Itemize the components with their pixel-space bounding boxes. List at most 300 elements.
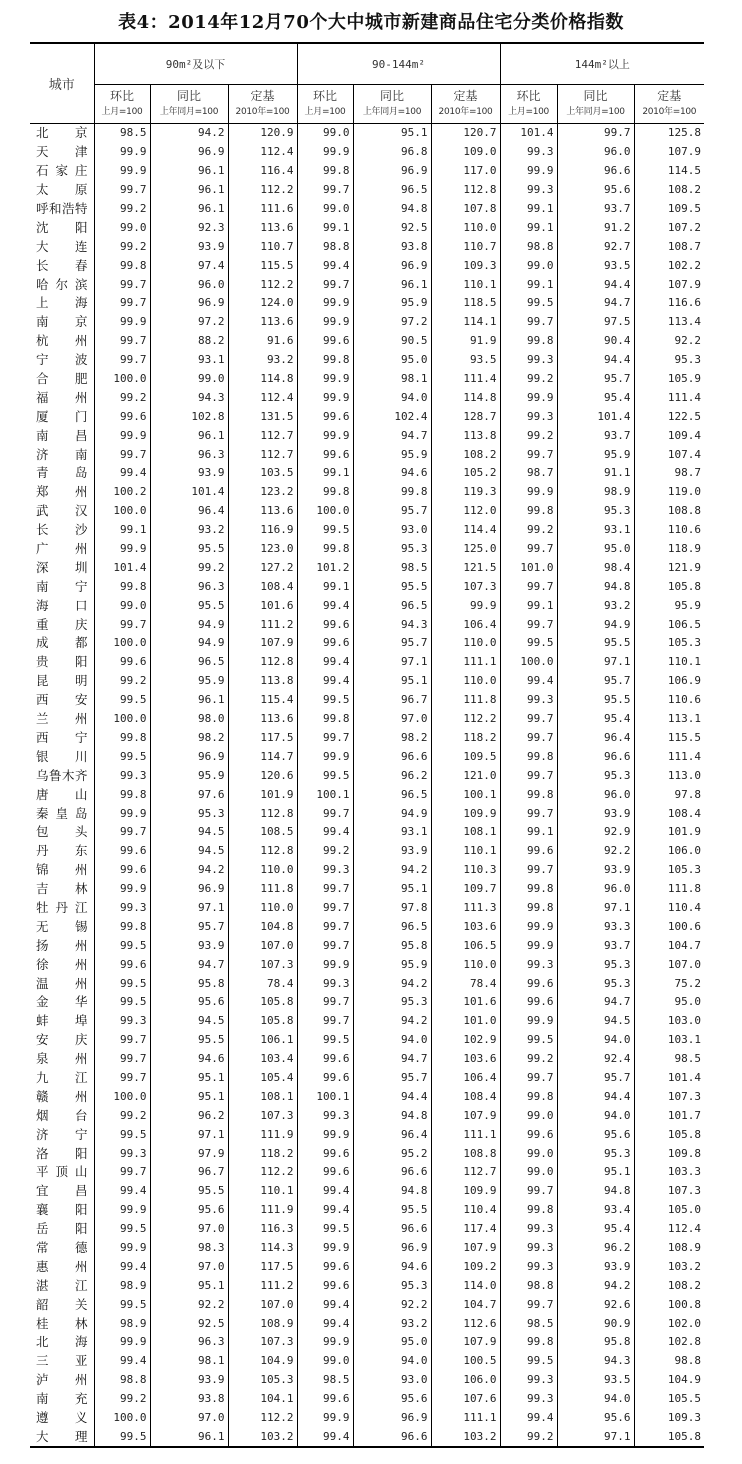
index-value: 99.8 — [94, 729, 150, 748]
index-value: 99.3 — [500, 143, 557, 162]
index-value: 108.7 — [634, 237, 704, 256]
index-value: 99.8 — [500, 880, 557, 899]
index-value: 100.6 — [634, 917, 704, 936]
city-name: 石家庄 — [36, 163, 88, 179]
index-value: 99.2 — [94, 200, 150, 219]
table-row — [30, 823, 704, 842]
index-value: 93.5 — [431, 351, 500, 370]
subheader-base: 上月=100 — [304, 107, 346, 117]
index-value: 90.4 — [557, 332, 634, 351]
index-value: 96.5 — [353, 785, 431, 804]
index-value: 107.3 — [228, 1333, 297, 1352]
index-value: 94.4 — [557, 351, 634, 370]
table-row — [30, 1257, 704, 1276]
table-row — [30, 1012, 704, 1031]
city-name: 无锡 — [36, 918, 88, 934]
index-value: 98.7 — [634, 464, 704, 483]
index-value: 99.7 — [94, 615, 150, 634]
index-value: 110.0 — [431, 955, 500, 974]
index-value: 123.2 — [228, 483, 297, 502]
index-value: 99.4 — [500, 672, 557, 691]
index-value: 99.7 — [297, 936, 353, 955]
city-name: 乌鲁木齐 — [36, 767, 88, 783]
index-value: 90.9 — [557, 1314, 634, 1333]
index-value: 93.1 — [353, 823, 431, 842]
subheader-fixed-base-group1 — [228, 85, 297, 124]
index-value: 94.9 — [150, 615, 228, 634]
index-value: 107.3 — [634, 1087, 704, 1106]
index-value: 93.0 — [353, 1371, 431, 1390]
index-value: 109.5 — [431, 747, 500, 766]
table-row — [30, 917, 704, 936]
table-row — [30, 1087, 704, 1106]
index-value: 107.3 — [431, 577, 500, 596]
table-row — [30, 426, 704, 445]
index-value: 98.5 — [634, 1050, 704, 1069]
city-name: 成都 — [36, 635, 88, 651]
city-name: 平顶山 — [36, 1164, 88, 1180]
table-row — [30, 634, 704, 653]
index-value: 128.7 — [431, 407, 500, 426]
index-value: 105.8 — [634, 1427, 704, 1447]
index-value: 95.7 — [557, 370, 634, 389]
table-row — [30, 766, 704, 785]
index-value: 99.2 — [500, 521, 557, 540]
index-value: 97.8 — [634, 785, 704, 804]
index-value: 96.9 — [150, 143, 228, 162]
index-value: 99.8 — [94, 256, 150, 275]
city-name: 大连 — [36, 238, 88, 254]
table-row — [30, 785, 704, 804]
table-row — [30, 464, 704, 483]
index-value: 98.5 — [297, 1371, 353, 1390]
index-value: 99.3 — [500, 691, 557, 710]
index-value: 95.1 — [150, 1087, 228, 1106]
index-value: 99.4 — [297, 653, 353, 672]
table-title: 表4：2014年12月70个大中城市新建商品住宅分类价格指数 — [118, 12, 624, 33]
table-row — [30, 558, 704, 577]
index-value: 99.9 — [94, 1333, 150, 1352]
index-value: 98.8 — [634, 1352, 704, 1371]
index-value: 102.8 — [634, 1333, 704, 1352]
index-value: 95.3 — [353, 540, 431, 559]
index-value: 107.6 — [431, 1390, 500, 1409]
index-value: 110.1 — [634, 653, 704, 672]
index-value: 111.4 — [431, 370, 500, 389]
index-value: 110.6 — [634, 691, 704, 710]
city-name: 海口 — [36, 597, 88, 613]
index-value: 99.9 — [431, 596, 500, 615]
index-value: 95.3 — [353, 1276, 431, 1295]
index-value: 99.7 — [500, 861, 557, 880]
index-value: 99.8 — [500, 1333, 557, 1352]
index-value: 99.6 — [500, 974, 557, 993]
index-value: 109.4 — [634, 426, 704, 445]
index-value: 107.3 — [228, 955, 297, 974]
index-value: 104.9 — [228, 1352, 297, 1371]
index-value: 110.0 — [228, 861, 297, 880]
index-value: 94.4 — [353, 1087, 431, 1106]
index-value: 99.3 — [500, 351, 557, 370]
index-value: 118.5 — [431, 294, 500, 313]
index-value: 101.4 — [500, 124, 557, 143]
city-name: 九江 — [36, 1069, 88, 1085]
index-value: 92.6 — [557, 1295, 634, 1314]
index-value: 94.0 — [353, 1352, 431, 1371]
index-value: 93.2 — [557, 596, 634, 615]
index-value: 118.9 — [634, 540, 704, 559]
index-value: 75.2 — [634, 974, 704, 993]
table-row — [30, 1144, 704, 1163]
index-value: 99.2 — [500, 1050, 557, 1069]
index-value: 109.9 — [431, 804, 500, 823]
index-value: 95.1 — [557, 1163, 634, 1182]
index-value: 99.3 — [297, 1106, 353, 1125]
index-value: 95.3 — [557, 502, 634, 521]
index-value: 95.5 — [557, 634, 634, 653]
index-value: 99.8 — [94, 785, 150, 804]
index-value: 105.8 — [228, 993, 297, 1012]
city-name: 青岛 — [36, 465, 88, 481]
index-value: 107.4 — [634, 445, 704, 464]
index-value: 99.6 — [297, 332, 353, 351]
index-value: 99.9 — [94, 162, 150, 181]
city-name: 合肥 — [36, 371, 88, 387]
index-value: 99.3 — [297, 974, 353, 993]
index-value: 100.0 — [500, 653, 557, 672]
index-value: 108.1 — [228, 1087, 297, 1106]
index-value: 111.8 — [634, 880, 704, 899]
index-value: 92.7 — [557, 237, 634, 256]
index-value: 99.0 — [500, 1144, 557, 1163]
index-value: 99.5 — [297, 691, 353, 710]
index-value: 95.3 — [557, 766, 634, 785]
index-value: 99.7 — [297, 804, 353, 823]
index-value: 99.6 — [297, 1050, 353, 1069]
table-row — [30, 218, 704, 237]
index-value: 109.3 — [431, 256, 500, 275]
index-value: 99.8 — [353, 483, 431, 502]
index-value: 95.6 — [557, 1409, 634, 1428]
index-value: 99.5 — [94, 1220, 150, 1239]
table-row — [30, 1276, 704, 1295]
index-value: 96.0 — [150, 275, 228, 294]
city-name: 吉林 — [36, 881, 88, 897]
index-value: 111.9 — [228, 1125, 297, 1144]
index-value: 96.0 — [557, 143, 634, 162]
index-value: 112.2 — [228, 181, 297, 200]
index-value: 108.2 — [431, 445, 500, 464]
index-value: 109.2 — [431, 1257, 500, 1276]
city-name: 济宁 — [36, 1126, 88, 1142]
city-name: 昆明 — [36, 673, 88, 689]
index-value: 105.3 — [634, 861, 704, 880]
index-value: 105.3 — [634, 634, 704, 653]
table-row — [30, 1390, 704, 1409]
index-value: 114.3 — [228, 1239, 297, 1258]
index-value: 99.7 — [94, 823, 150, 842]
table-row — [30, 596, 704, 615]
index-value: 96.4 — [353, 1125, 431, 1144]
index-value: 98.0 — [150, 710, 228, 729]
index-value: 107.0 — [634, 955, 704, 974]
index-value: 99.3 — [500, 1390, 557, 1409]
index-value: 99.8 — [94, 917, 150, 936]
city-name: 北海 — [36, 1334, 88, 1350]
index-value: 114.4 — [431, 521, 500, 540]
index-value: 96.1 — [150, 162, 228, 181]
index-value: 93.9 — [557, 804, 634, 823]
index-value: 99.5 — [297, 1031, 353, 1050]
index-value: 112.2 — [431, 710, 500, 729]
index-value: 96.7 — [150, 1163, 228, 1182]
index-value: 110.7 — [228, 237, 297, 256]
index-value: 98.2 — [353, 729, 431, 748]
table-row — [30, 672, 704, 691]
index-value: 99.3 — [94, 1144, 150, 1163]
city-name: 唐山 — [36, 786, 88, 802]
index-value: 94.2 — [150, 124, 228, 143]
index-value: 95.0 — [557, 540, 634, 559]
index-value: 94.2 — [353, 974, 431, 993]
index-value: 93.9 — [557, 861, 634, 880]
index-value: 99.4 — [297, 1201, 353, 1220]
index-value: 100.1 — [297, 1087, 353, 1106]
index-value: 99.4 — [297, 823, 353, 842]
index-value: 95.9 — [353, 445, 431, 464]
index-value: 103.2 — [634, 1257, 704, 1276]
index-value: 95.7 — [353, 502, 431, 521]
index-value: 122.5 — [634, 407, 704, 426]
index-value: 100.5 — [431, 1352, 500, 1371]
index-value: 99.9 — [297, 1333, 353, 1352]
index-value: 96.2 — [150, 1106, 228, 1125]
index-value: 99.1 — [297, 577, 353, 596]
table-row — [30, 1371, 704, 1390]
index-value: 95.9 — [353, 294, 431, 313]
index-value: 94.2 — [353, 861, 431, 880]
index-value: 116.6 — [634, 294, 704, 313]
index-value: 106.4 — [431, 615, 500, 634]
index-value: 95.3 — [557, 974, 634, 993]
index-value: 111.2 — [228, 1276, 297, 1295]
index-value: 100.8 — [634, 1295, 704, 1314]
index-value: 94.7 — [557, 993, 634, 1012]
subheader-mom-group1 — [94, 85, 150, 124]
city-name: 金华 — [36, 994, 88, 1010]
subheader-label: 定基 — [657, 89, 682, 103]
table-row — [30, 1409, 704, 1428]
index-value: 109.9 — [431, 1182, 500, 1201]
index-value: 101.0 — [500, 558, 557, 577]
index-value: 94.3 — [353, 615, 431, 634]
index-value: 114.7 — [228, 747, 297, 766]
table-row — [30, 1333, 704, 1352]
city-name: 锦州 — [36, 862, 88, 878]
index-value: 95.5 — [557, 691, 634, 710]
index-value: 106.5 — [634, 615, 704, 634]
table-row — [30, 388, 704, 407]
index-value: 98.5 — [500, 1314, 557, 1333]
index-value: 103.6 — [431, 917, 500, 936]
index-value: 110.0 — [431, 218, 500, 237]
index-value: 93.5 — [557, 1371, 634, 1390]
index-value: 107.2 — [634, 218, 704, 237]
index-value: 106.0 — [634, 842, 704, 861]
index-value: 109.3 — [634, 1409, 704, 1428]
city-name: 常德 — [36, 1239, 88, 1255]
index-value: 95.6 — [353, 1390, 431, 1409]
index-value: 98.9 — [94, 1276, 150, 1295]
index-value: 95.5 — [150, 1182, 228, 1201]
index-value: 99.9 — [94, 880, 150, 899]
index-value: 99.9 — [297, 747, 353, 766]
index-value: 99.5 — [94, 974, 150, 993]
index-value: 78.4 — [228, 974, 297, 993]
index-value: 99.7 — [94, 294, 150, 313]
index-value: 106.9 — [634, 672, 704, 691]
table-row — [30, 936, 704, 955]
index-value: 99.6 — [297, 1390, 353, 1409]
index-value: 111.4 — [634, 747, 704, 766]
index-value: 105.8 — [228, 1012, 297, 1031]
table-row — [30, 653, 704, 672]
table-row — [30, 275, 704, 294]
index-value: 94.0 — [353, 388, 431, 407]
index-value: 102.0 — [634, 1314, 704, 1333]
index-value: 95.1 — [353, 672, 431, 691]
index-value: 113.6 — [228, 502, 297, 521]
index-value: 95.2 — [353, 1144, 431, 1163]
index-value: 95.1 — [353, 880, 431, 899]
index-value: 97.1 — [557, 653, 634, 672]
index-value: 116.4 — [228, 162, 297, 181]
index-value: 99.5 — [297, 1220, 353, 1239]
index-value: 102.8 — [150, 407, 228, 426]
index-value: 106.5 — [431, 936, 500, 955]
index-value: 121.0 — [431, 766, 500, 785]
index-value: 97.5 — [557, 313, 634, 332]
table-row — [30, 502, 704, 521]
index-value: 96.6 — [557, 162, 634, 181]
index-value: 95.5 — [150, 540, 228, 559]
index-value: 117.0 — [431, 162, 500, 181]
table-row — [30, 1182, 704, 1201]
index-value: 101.4 — [150, 483, 228, 502]
city-name: 长沙 — [36, 522, 88, 538]
index-value: 94.5 — [557, 1012, 634, 1031]
index-value: 94.5 — [150, 842, 228, 861]
index-value: 97.8 — [353, 899, 431, 918]
index-value: 103.6 — [431, 1050, 500, 1069]
index-value: 93.2 — [353, 1314, 431, 1333]
index-value: 99.5 — [500, 294, 557, 313]
index-value: 94.4 — [557, 1087, 634, 1106]
index-value: 107.9 — [431, 1239, 500, 1258]
table-row — [30, 729, 704, 748]
index-value: 99.8 — [500, 747, 557, 766]
index-value: 94.4 — [557, 275, 634, 294]
table-row — [30, 540, 704, 559]
index-value: 99.6 — [297, 1163, 353, 1182]
index-value: 93.9 — [557, 1257, 634, 1276]
city-name: 太原 — [36, 182, 88, 198]
index-value: 99.4 — [94, 1257, 150, 1276]
index-value: 110.0 — [228, 899, 297, 918]
index-value: 95.9 — [557, 445, 634, 464]
index-value: 96.9 — [150, 880, 228, 899]
index-value: 100.0 — [94, 502, 150, 521]
index-value: 101.2 — [297, 558, 353, 577]
index-value: 99.3 — [500, 1239, 557, 1258]
index-value: 93.7 — [557, 936, 634, 955]
subheader-yoy-group1 — [150, 85, 228, 124]
index-value: 94.2 — [557, 1276, 634, 1295]
index-value: 101.6 — [431, 993, 500, 1012]
index-value: 94.8 — [557, 1182, 634, 1201]
index-value: 107.3 — [634, 1182, 704, 1201]
table-row — [30, 691, 704, 710]
city-name: 泸州 — [36, 1372, 88, 1388]
table-row — [30, 256, 704, 275]
index-value: 99.5 — [94, 747, 150, 766]
index-value: 98.8 — [94, 1371, 150, 1390]
table-row — [30, 370, 704, 389]
index-value: 99.5 — [500, 1352, 557, 1371]
index-value: 94.8 — [353, 200, 431, 219]
table-body — [30, 124, 704, 1448]
index-value: 120.6 — [228, 766, 297, 785]
index-value: 111.1 — [431, 1125, 500, 1144]
index-value: 98.5 — [353, 558, 431, 577]
index-value: 104.9 — [634, 1371, 704, 1390]
index-value: 112.7 — [228, 445, 297, 464]
index-value: 116.9 — [228, 521, 297, 540]
index-value: 99.6 — [297, 615, 353, 634]
index-value: 94.5 — [150, 1012, 228, 1031]
city-name: 杭州 — [36, 333, 88, 349]
index-value: 116.3 — [228, 1220, 297, 1239]
index-value: 96.2 — [353, 766, 431, 785]
index-value: 99.7 — [557, 124, 634, 143]
index-value: 99.1 — [500, 596, 557, 615]
index-value: 99.3 — [94, 1012, 150, 1031]
index-value: 99.4 — [297, 1314, 353, 1333]
city-name: 长春 — [36, 257, 88, 273]
index-value: 95.3 — [634, 351, 704, 370]
index-value: 112.2 — [228, 1409, 297, 1428]
index-value: 96.1 — [150, 200, 228, 219]
subheader-label: 定基 — [453, 89, 478, 103]
index-value: 99.9 — [297, 1125, 353, 1144]
index-value: 114.0 — [431, 1276, 500, 1295]
index-value: 99.5 — [94, 936, 150, 955]
table-row — [30, 1031, 704, 1050]
index-value: 99.2 — [94, 237, 150, 256]
index-value: 107.9 — [431, 1333, 500, 1352]
index-value: 95.8 — [150, 974, 228, 993]
index-value: 99.0 — [500, 1163, 557, 1182]
city-name: 广州 — [36, 541, 88, 557]
index-value: 111.9 — [228, 1201, 297, 1220]
index-value: 95.9 — [353, 955, 431, 974]
index-value: 99.2 — [94, 1106, 150, 1125]
index-value: 99.7 — [297, 880, 353, 899]
index-value: 99.4 — [297, 1427, 353, 1447]
index-value: 112.8 — [228, 653, 297, 672]
city-name: 兰州 — [36, 711, 88, 727]
index-value: 112.2 — [228, 275, 297, 294]
